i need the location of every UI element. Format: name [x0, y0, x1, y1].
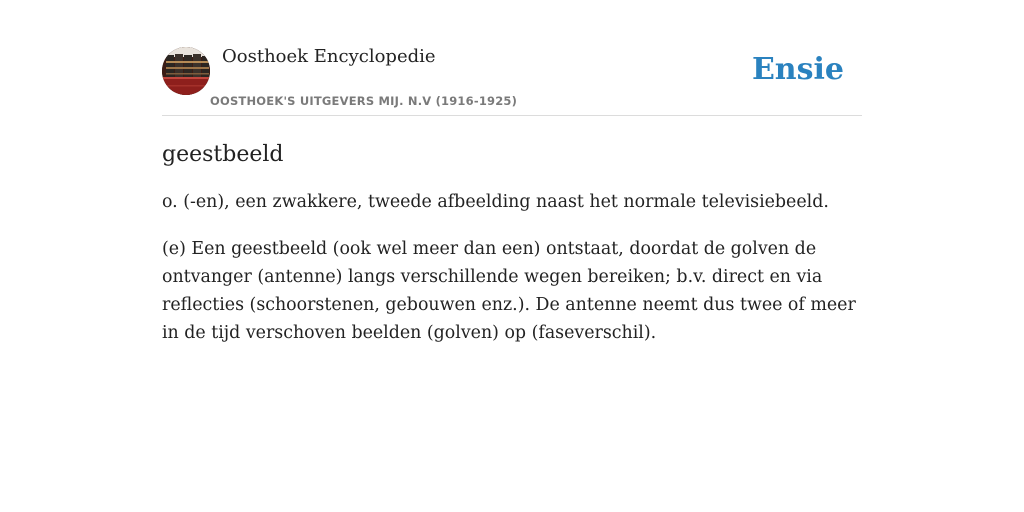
book-spines-icon[interactable]	[162, 47, 210, 95]
entry-card	[162, 44, 862, 347]
source-subtitle: OOSTHOEK'S UITGEVERS MIJ. N.V (1916-1925)	[210, 94, 518, 108]
entry-explanation: (e) Een geestbeeld (ook wel meer dan een) ontstaat, doordat de golven de ontvanger (antenne) langs verschillende wegen bereiken; b.v. direct en via reflecties (schoorstenen, gebouwen enz.). De antenne neemt dus twee of meer in de tijd verschoven beelden (golven) op (faseverschil).	[162, 239, 856, 343]
entry-definition: o. (-en), een zwakkere, tweede afbeelding naast het normale televisiebeeld.	[162, 192, 829, 212]
brand-logo-link[interactable]: Ensie	[751, 52, 844, 87]
entry-term: geestbeeld	[162, 142, 284, 167]
source-header	[162, 44, 862, 116]
source-title[interactable]: Oosthoek Encyclopedie	[222, 46, 436, 67]
